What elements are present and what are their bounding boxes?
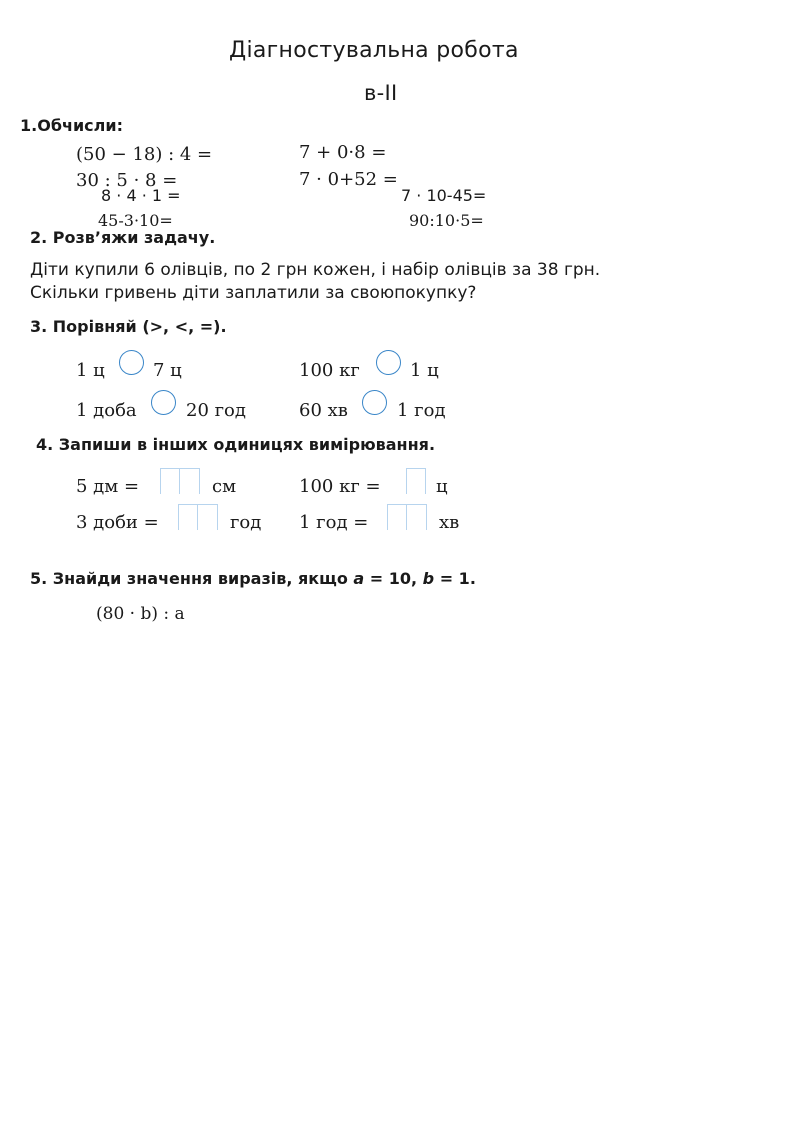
compare-1-right: 7 ц (153, 360, 182, 381)
variant-label: в-ІІ (364, 81, 398, 105)
task5-eq-a: = 10, (369, 569, 418, 588)
convert-3-left: 3 доби = (76, 512, 159, 533)
convert-1-unit: см (212, 476, 237, 497)
task5-expression: (80 · b) : a (96, 604, 185, 624)
task5-heading (30, 569, 476, 588)
compare-3-right: 20 год (186, 400, 246, 421)
compare-4-circle[interactable] (362, 390, 387, 415)
task1-expr-5: 8 · 4 · 1 = (101, 186, 181, 205)
page-title: Діагностувальна робота (229, 38, 519, 63)
compare-2-right: 1 ц (410, 360, 439, 381)
compare-1-circle[interactable] (119, 350, 144, 375)
task4-heading: 4. Запиши в інших одиницях вимірювання. (36, 435, 436, 454)
convert-4-answer-cells[interactable] (387, 504, 427, 532)
compare-4-left: 60 хв (299, 400, 348, 421)
compare-2-circle[interactable] (376, 350, 401, 375)
task1-expr-6: 7 · 10-45= (401, 186, 487, 205)
task5-heading-prefix: 5. Знайди значення виразів, якщо (30, 569, 348, 588)
convert-1-left: 5 дм = (76, 476, 140, 497)
convert-1-answer-cells[interactable] (160, 468, 200, 496)
task2-heading: 2. Розв’яжи задачу. (30, 228, 216, 247)
task2-text-line1: Діти купили 6 олівців, по 2 грн кожен, і набір олівців за 38 грн. (30, 260, 601, 280)
compare-1-left: 1 ц (76, 360, 105, 381)
task5-var-a: a (353, 569, 365, 588)
task5-var-b: b (422, 569, 435, 588)
convert-2-left: 100 кг = (299, 476, 381, 497)
compare-3-left: 1 доба (76, 400, 137, 421)
convert-3-answer-cells[interactable] (178, 504, 218, 532)
compare-3-circle[interactable] (151, 390, 176, 415)
convert-3-unit: год (230, 512, 262, 533)
task3-heading: 3. Порівняй (>, <, =). (30, 317, 227, 336)
convert-4-left: 1 год = (299, 512, 369, 533)
compare-4-right: 1 год (397, 400, 446, 421)
task1-expr-1: (50 − 18) : 4 = (76, 144, 213, 165)
task2-text-line2: Скільки гривень діти заплатили за своюпокупку? (30, 283, 477, 303)
convert-2-answer-cells[interactable] (406, 468, 426, 496)
convert-4-unit: хв (439, 512, 460, 533)
task1-expr-4: 7 · 0+52 = (299, 169, 398, 190)
task5-eq-b: = 1. (439, 569, 476, 588)
convert-2-unit: ц (436, 476, 448, 497)
compare-2-left: 100 кг (299, 360, 360, 381)
task1-expr-8: 90:10·5= (409, 211, 484, 230)
task1-expr-7: 45-3·10= (98, 211, 173, 230)
task1-expr-2: 7 + 0·8 = (299, 142, 387, 163)
task1-heading: 1.Обчисли: (20, 116, 123, 135)
task1-expr-3: 30 : 5 · 8 = (76, 170, 178, 191)
